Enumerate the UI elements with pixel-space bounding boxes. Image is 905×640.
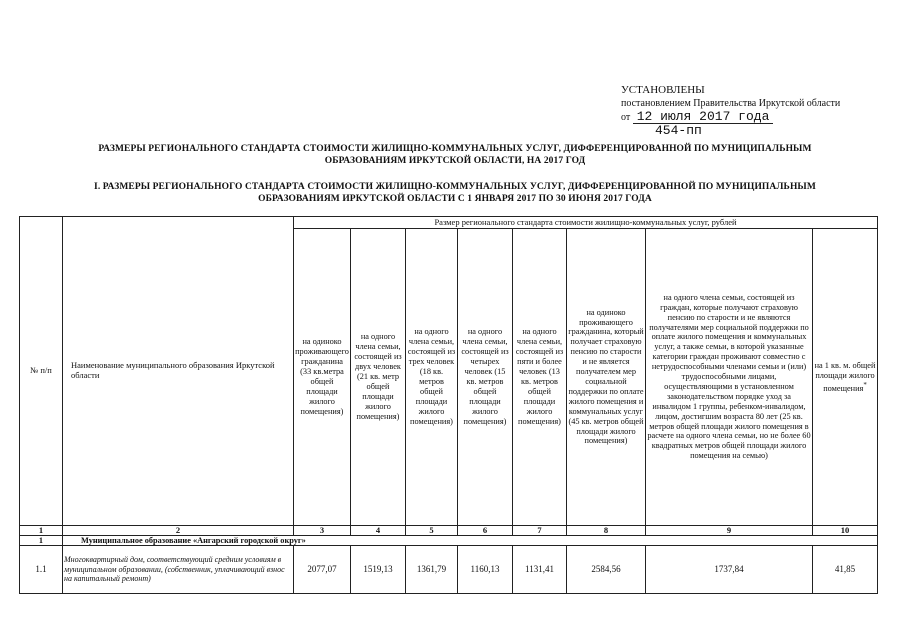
row-value: 2584,56 xyxy=(567,546,646,594)
row-value: 2077,07 xyxy=(294,546,351,594)
col5-header xyxy=(406,229,458,526)
col5-header-text: на одного члена семьи, состоящей из трех человек (18 кв. метров общей площади жилого помещения) xyxy=(407,327,456,426)
index-cell: 7 xyxy=(513,526,567,536)
row-value: 1160,13 xyxy=(458,546,513,594)
col7-header-text: на одного члена семьи, состоящей из пяти и более человек (13 кв. метров общей площади жилого помещения) xyxy=(515,327,564,426)
col8-header-text: на одиноко проживающего гражданина, который получает страховую пенсию по старости и не является получателем мер социальной поддержки по оплате жилого помещения и коммунальных услуг (45 кв. метров общей площади жилого помещения) xyxy=(568,307,644,446)
table-row xyxy=(20,546,878,594)
index-cell: 8 xyxy=(567,526,646,536)
row-value: 1131,41 xyxy=(513,546,567,594)
col4-header xyxy=(351,229,406,526)
col6-header-text: на одного члена семьи, состоящей из четырех человек (15 кв. метров общей площади жилого помещения) xyxy=(461,327,509,426)
col10-header-text: на 1 кв. м. общей площади жилого помещения xyxy=(814,360,876,393)
col8-header xyxy=(567,229,646,526)
standards-table xyxy=(19,216,878,594)
col7-header xyxy=(513,229,567,526)
approval-date-row xyxy=(621,110,896,124)
approval-line1: УСТАНОВЛЕНЫ xyxy=(621,84,705,96)
group-header: Размер регионального стандарта стоимости жилищно-коммунальных услуг, рублей xyxy=(294,217,878,229)
index-cell: 2 xyxy=(63,526,294,536)
index-cell: 4 xyxy=(351,526,406,536)
col9-header xyxy=(646,229,813,526)
approval-line2: постановлением Правительства Иркутской области xyxy=(621,98,841,109)
section-title: I. РАЗМЕРЫ РЕГИОНАЛЬНОГО СТАНДАРТА СТОИМОСТИ ЖИЛИЩНО-КОММУНАЛЬНЫХ УСЛУГ, ДИФФЕРЕНЦИРОВАННОЙ ПО МУНИЦИПАЛЬНЫМ ОБРАЗОВАНИЯМ ИРКУТСКОЙ ОБЛАСТИ С 1 ЯНВАРЯ 2017 ПО 30 ИЮНЯ 2017 ГОДА xyxy=(94,182,816,204)
col-name-header: Наименование муниципального образования Иркутской области xyxy=(63,217,294,526)
col6-header xyxy=(458,229,513,526)
row-value: 1519,13 xyxy=(351,546,406,594)
footnote-mark: * xyxy=(863,381,867,389)
document-title: РАЗМЕРЫ РЕГИОНАЛЬНОГО СТАНДАРТА СТОИМОСТИ ЖИЛИЩНО-КОММУНАЛЬНЫХ УСЛУГ, ДИФФЕРЕНЦИРОВАННОЙ ПО МУНИЦИПАЛЬНЫМ ОБРАЗОВАНИЯМ ИРКУТСКОЙ ОБЛАСТИ, НА 2017 ГОД xyxy=(98,144,812,166)
approval-number: 454-пп xyxy=(655,123,702,138)
col10-header xyxy=(813,229,878,526)
index-cell: 1 xyxy=(20,526,63,536)
index-cell: 5 xyxy=(406,526,458,536)
index-cell: 6 xyxy=(458,526,513,536)
index-cell: 10 xyxy=(813,526,878,536)
column-index-row xyxy=(20,526,878,536)
section-row xyxy=(20,536,878,546)
approval-block xyxy=(621,84,896,137)
index-cell: 9 xyxy=(646,526,813,536)
section-name: Муниципальное образование «Ангарский городской округ» xyxy=(63,536,878,546)
col3-header-text: на одиноко проживающего гражданина (33 кв.метра общей площади жилого помещения) xyxy=(295,337,349,416)
row-name: Многоквартирный дом, соответствующий средним условиям в муниципальном образовании, (собственник, уплачивающий взнос на капитальный ремонт) xyxy=(63,546,294,594)
section-number: 1 xyxy=(20,536,63,546)
row-value: 1737,84 xyxy=(646,546,813,594)
row-value: 41,85 xyxy=(813,546,878,594)
approval-date: 12 июля 2017 года xyxy=(633,110,774,124)
col4-header-text: на одного члена семьи, состоящей из двух человек (21 кв. метр общей площади жилого помещения) xyxy=(354,332,402,421)
row-number: 1.1 xyxy=(20,546,63,594)
index-cell: 3 xyxy=(294,526,351,536)
approval-from-label: от xyxy=(621,112,631,123)
col3-header xyxy=(294,229,351,526)
col-number-header: № п/п xyxy=(20,217,63,526)
row-value: 1361,79 xyxy=(406,546,458,594)
col9-header-text: на одного члена семьи, состоящей из граждан, которые получают страховую пенсию по старости и не являются получателями мер социальной поддержки по оплате жилого помещения и коммунальных услуг, а также семьи, в которой указанные категории граждан проживают совместно с нетрудоспособными членами семьи и (или) трудоспособными лицами, осуществляющими в установленном законодательством порядке уход за инвалидом 1 группы, ребенком-инвалидом, лицом, достигшим возраста 80 лет (25 кв. метров общей площади жилого помещения в расчете на одного члена семьи, но не более 60 квадратных метров общей площади жилого помещения на семью) xyxy=(647,292,811,461)
